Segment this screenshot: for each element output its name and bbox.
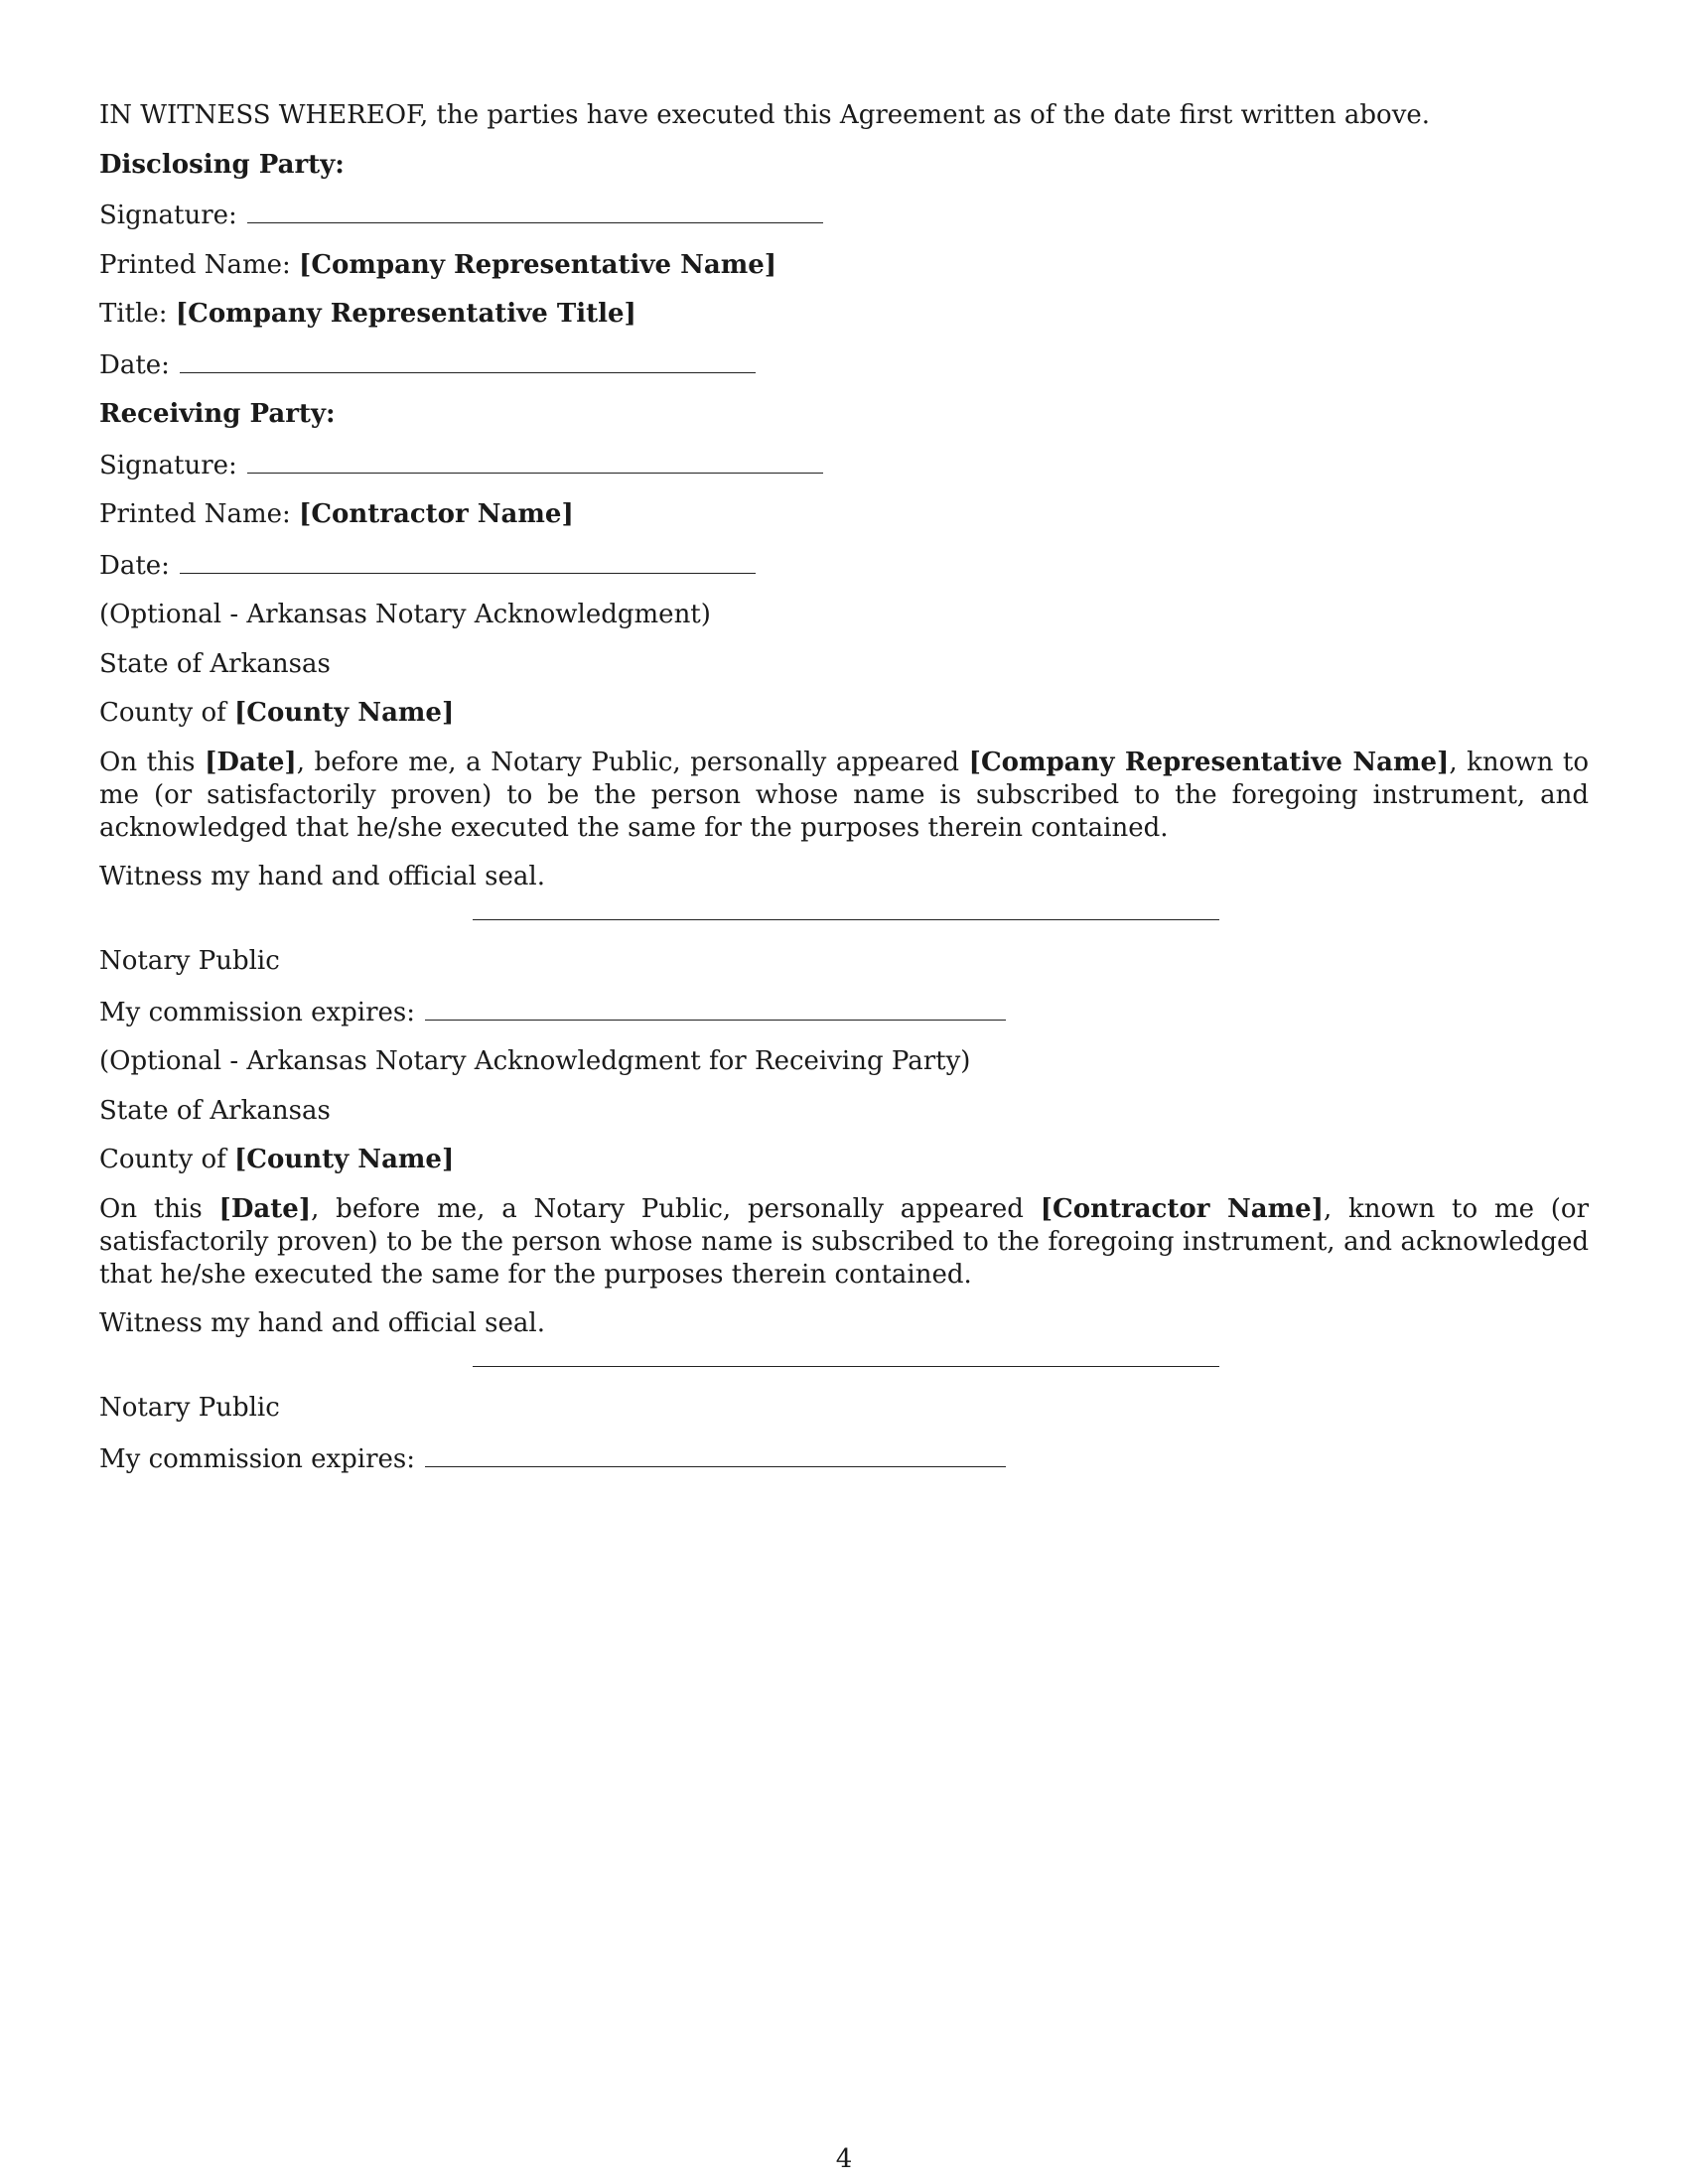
disclosing-party-heading: Disclosing Party: bbox=[99, 149, 345, 180]
receiving-signature-line[interactable] bbox=[247, 448, 823, 474]
receiving-printed-name-row bbox=[99, 498, 1589, 531]
notary1-p-end: , known to me (or satisfactorily proven) to be the person whose name is subscribed to the foregoing instrument, and acknowledged that he/she executed the same for the purposes therein contained. bbox=[99, 747, 1590, 843]
notary2-date-value: [Date] bbox=[218, 1193, 312, 1224]
disclosing-title-row bbox=[99, 298, 1589, 331]
notary1-commission-row bbox=[99, 995, 1589, 1029]
notary2-notary-public: Notary Public bbox=[99, 1393, 280, 1423]
notary2-state: State of Arkansas bbox=[99, 1095, 331, 1126]
receiving-signature-row bbox=[99, 448, 1589, 482]
notary2-witness: Witness my hand and official seal. bbox=[99, 1308, 545, 1338]
notary2-county-label: County of bbox=[99, 1145, 226, 1174]
disclosing-date-label: Date: bbox=[99, 349, 170, 380]
page-number: 4 bbox=[835, 2144, 853, 2174]
notary2-commission-label: My commission expires: bbox=[99, 1443, 416, 1474]
disclosing-signature-line[interactable] bbox=[247, 198, 823, 223]
receiving-date-line[interactable] bbox=[180, 548, 756, 574]
notary1-county-value: [County Name] bbox=[233, 698, 455, 728]
disclosing-signature-label: Signature: bbox=[99, 201, 237, 230]
disclosing-title-label: Title: bbox=[99, 299, 168, 329]
notary1-notary-public: Notary Public bbox=[99, 946, 280, 976]
document-page bbox=[99, 99, 1589, 1492]
notary1-name-value: [Company Representative Name] bbox=[968, 747, 1450, 777]
notary2-signature-line[interactable] bbox=[473, 1366, 1219, 1367]
notary2-name-value: [Contractor Name] bbox=[1040, 1193, 1324, 1224]
receiving-printed-name-label: Printed Name: bbox=[99, 499, 291, 529]
disclosing-date-line[interactable] bbox=[180, 347, 756, 373]
notary1-p-start: On this bbox=[99, 747, 196, 777]
notary1-witness: Witness my hand and official seal. bbox=[99, 862, 545, 891]
notary2-p-end: , known to me (or satisfactorily proven) to be the person whose name is subscribed to the foregoing instrument, and acknowledged that he/she executed the same for the purposes therein contained. bbox=[99, 1193, 1590, 1290]
disclosing-title-value: [Company Representative Title] bbox=[175, 299, 636, 329]
notary2-p-start: On this bbox=[99, 1193, 203, 1224]
receiving-printed-name-value: [Contractor Name] bbox=[299, 499, 574, 529]
notary2-commission-row bbox=[99, 1441, 1589, 1476]
notary2-county-row bbox=[99, 1144, 1589, 1176]
receiving-signature-label: Signature: bbox=[99, 450, 237, 480]
notary1-signature-line[interactable] bbox=[473, 919, 1219, 920]
notary1-acknowledgment-paragraph bbox=[99, 747, 1589, 845]
notary2-commission-line[interactable] bbox=[425, 1441, 1006, 1467]
notary1-p-mid: , before me, a Notary Public, personally appeared bbox=[296, 747, 960, 777]
disclosing-signature-row bbox=[99, 198, 1589, 232]
notary2-acknowledgment-paragraph bbox=[99, 1193, 1589, 1292]
notary1-commission-label: My commission expires: bbox=[99, 997, 416, 1027]
receiving-party-heading: Receiving Party: bbox=[99, 399, 336, 429]
notary1-county-label: County of bbox=[99, 698, 226, 728]
notary1-intro: (Optional - Arkansas Notary Acknowledgment) bbox=[99, 600, 711, 629]
receiving-date-label: Date: bbox=[99, 550, 170, 581]
notary1-state: State of Arkansas bbox=[99, 648, 331, 679]
notary2-county-value: [County Name] bbox=[233, 1145, 455, 1174]
notary2-p-mid: , before me, a Notary Public, personally appeared bbox=[311, 1193, 1024, 1224]
receiving-date-row bbox=[99, 548, 1589, 583]
notary2-intro: (Optional - Arkansas Notary Acknowledgment for Receiving Party) bbox=[99, 1046, 971, 1076]
witness-statement: IN WITNESS WHEREOF, the parties have executed this Agreement as of the date first written above. bbox=[99, 100, 1431, 130]
disclosing-printed-name-label: Printed Name: bbox=[99, 249, 291, 280]
disclosing-date-row bbox=[99, 347, 1589, 382]
notary1-county-row bbox=[99, 697, 1589, 730]
disclosing-printed-name-value: [Company Representative Name] bbox=[299, 249, 777, 280]
disclosing-printed-name-row bbox=[99, 249, 1589, 282]
notary1-date-value: [Date] bbox=[205, 747, 297, 777]
notary1-commission-line[interactable] bbox=[425, 995, 1006, 1021]
